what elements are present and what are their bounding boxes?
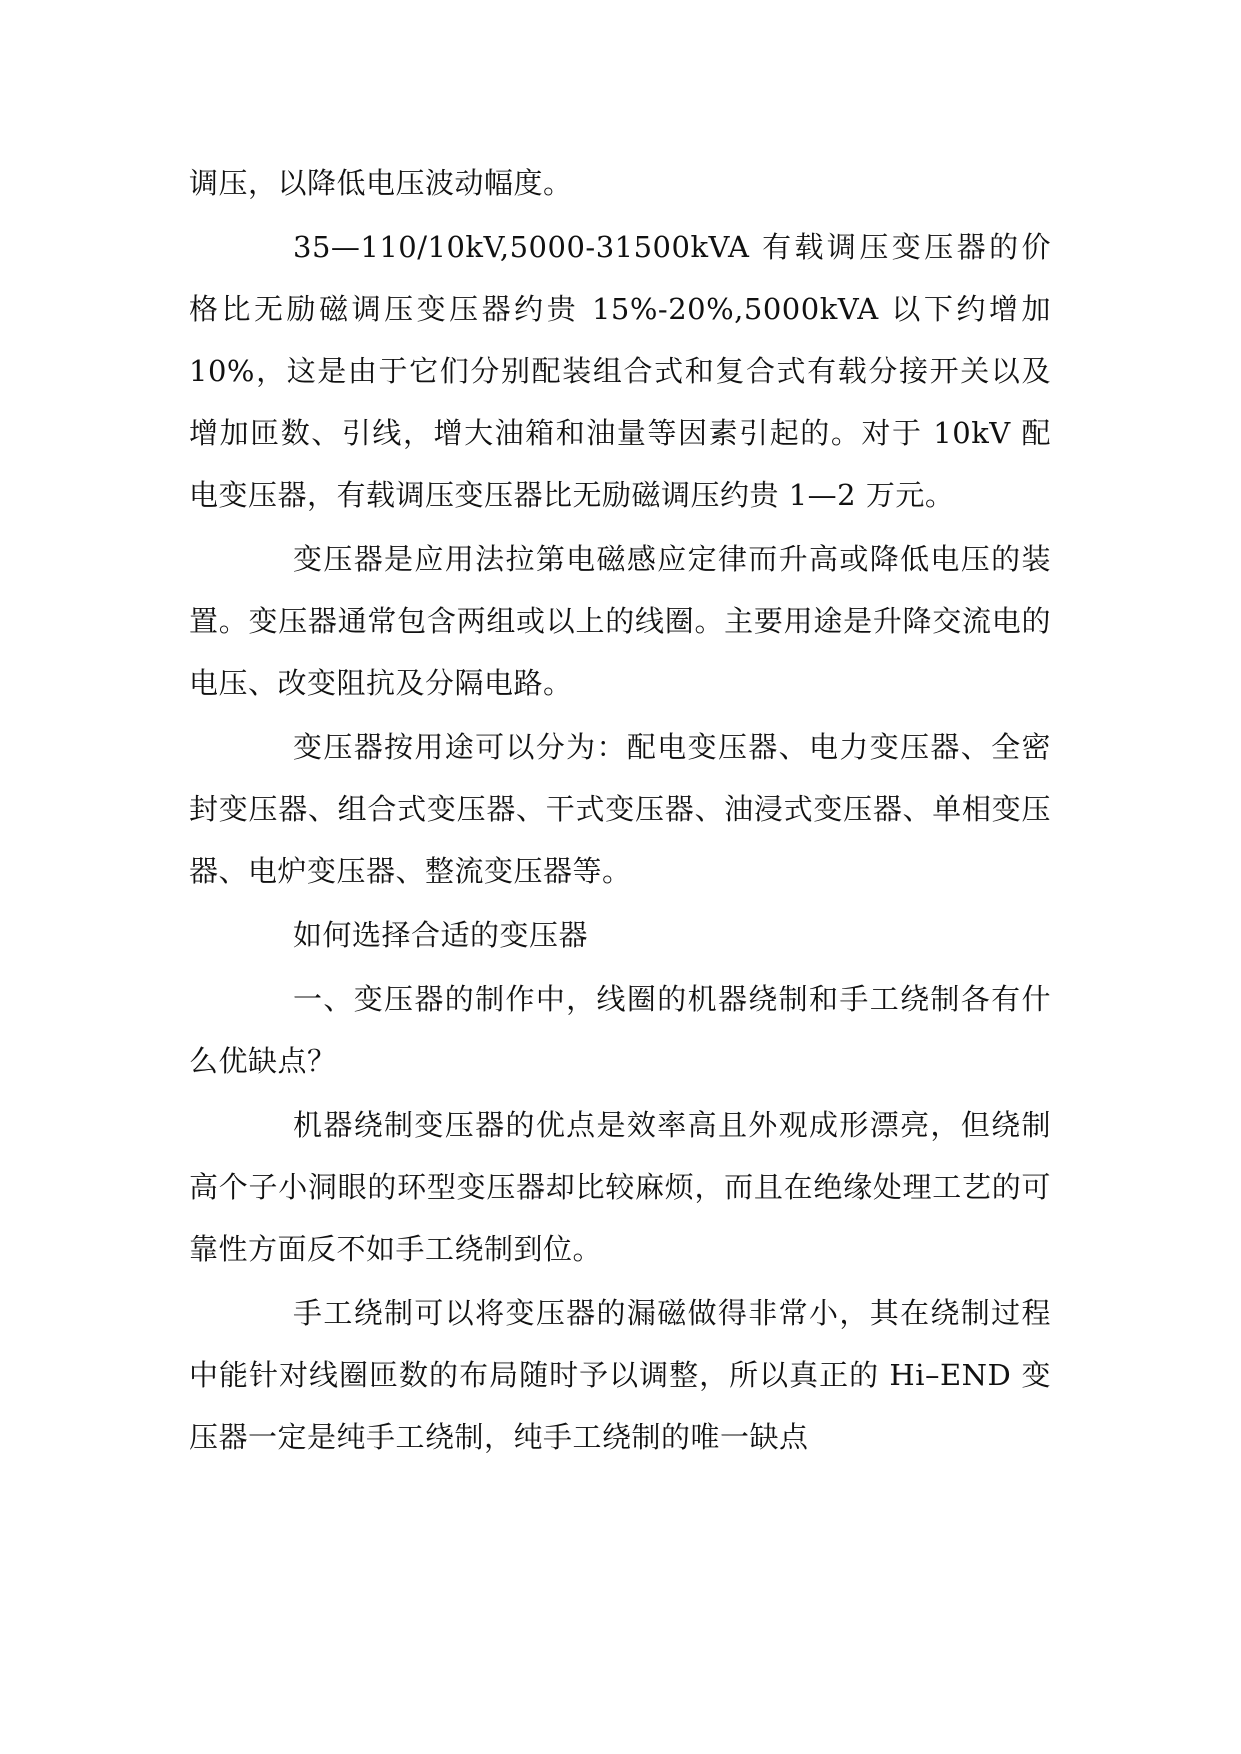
section-heading: 如何选择合适的变压器 xyxy=(293,918,589,952)
paragraph-price-comparison: 35—110/10kV,5000-31500kVA 有载调压变压器的价格比无励磁调压变压器约贵 15%-20%,5000kVA 以下约增加 10%，这是由于它们分别配装组合式和复合式有载分接开关以及增加匝数、引线，增大油箱和油量等因素引起的。对于 10kV 配电变压器，有载调压变压器比无励磁调压约贵 1—2 万元。 xyxy=(189,230,1051,512)
paragraph-transformer-types: 变压器按用途可以分为：配电变压器、电力变压器、全密封变压器、组合式变压器、干式变压器、油浸式变压器、单相变压器、电炉变压器、整流变压器等。 xyxy=(189,730,1051,888)
document-body xyxy=(189,152,1051,1470)
paragraph-continuation: 调压，以降低电压波动幅度。 xyxy=(189,166,573,200)
paragraph-hand-winding: 手工绕制可以将变压器的漏磁做得非常小，其在绕制过程中能针对线圈匝数的布局随时予以调整，所以真正的 Hi–END 变压器一定是纯手工绕制，纯手工绕制的唯一缺点 xyxy=(189,1296,1051,1454)
paragraph-question: 一、变压器的制作中，线圈的机器绕制和手工绕制各有什么优缺点？ xyxy=(189,982,1051,1078)
paragraph-transformer-definition: 变压器是应用法拉第电磁感应定律而升高或降低电压的装置。变压器通常包含两组或以上的线圈。主要用途是升降交流电的电压、改变阻抗及分隔电路。 xyxy=(189,542,1051,700)
paragraph-machine-winding: 机器绕制变压器的优点是效率高且外观成形漂亮，但绕制高个子小洞眼的环型变压器却比较麻烦，而且在绝缘处理工艺的可靠性方面反不如手工绕制到位。 xyxy=(189,1108,1051,1266)
